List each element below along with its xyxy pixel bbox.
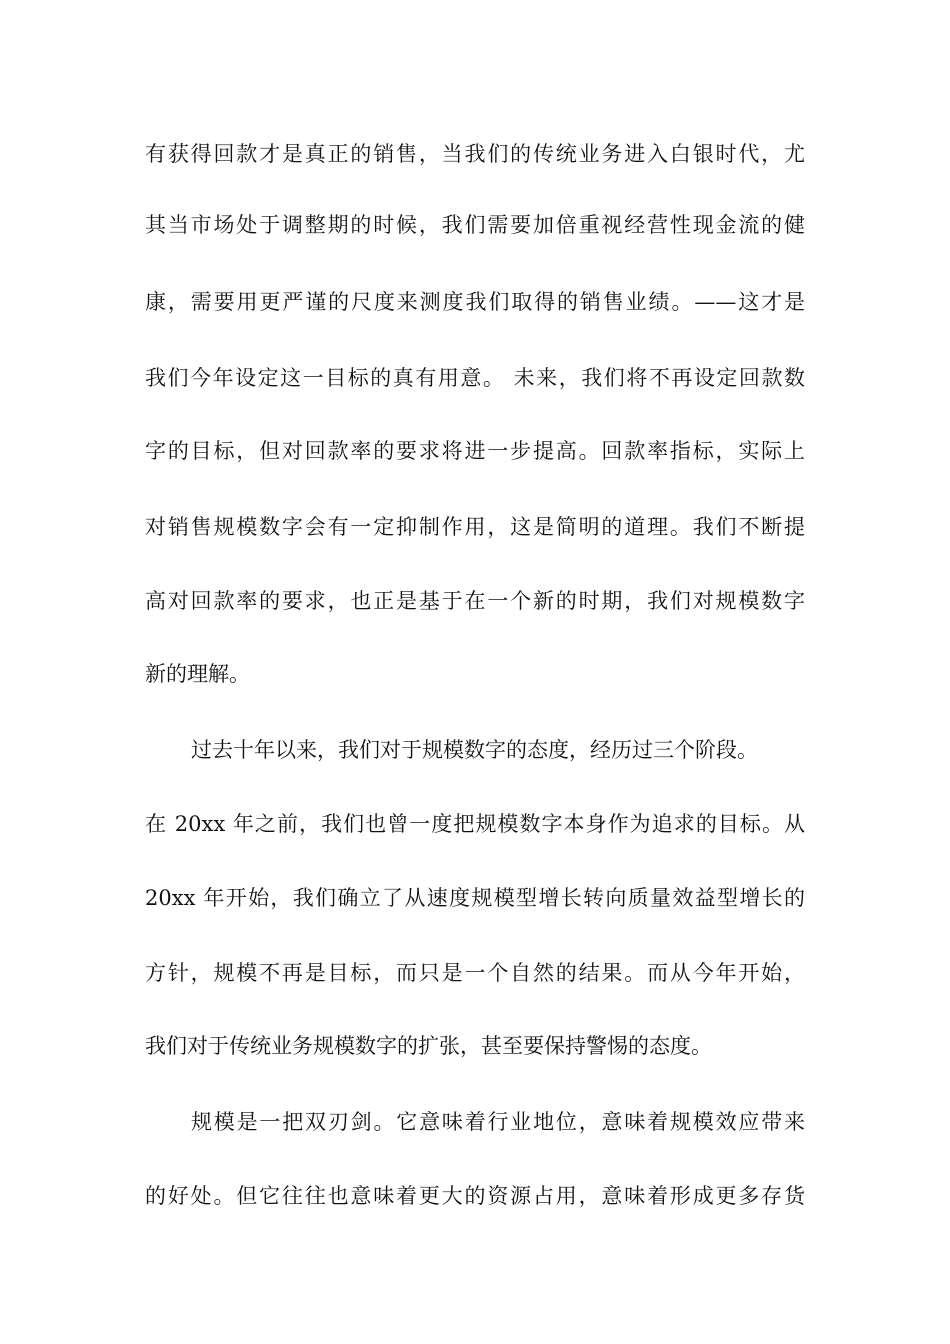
- text-line: 的好处。但它往往也意味着更大的资源占用，意味着形成更多存货: [145, 1184, 805, 1208]
- text-line: 20xx 年开始，我们确立了从速度规模型增长转向质量效益型增长的: [145, 886, 805, 910]
- text-line: 我们对于传统业务规模数字的扩张，甚至要保持警惕的态度。: [145, 1034, 712, 1058]
- text-line: 高对回款率的要求，也正是基于在一个新的时期，我们对规模数字: [145, 589, 805, 613]
- text-line: 方针，规模不再是目标，而只是一个自然的结果。而从今年开始，: [145, 961, 805, 985]
- text-line: 我们今年设定这一目标的真有用意。 未来，我们将不再设定回款数: [145, 366, 805, 390]
- text-line: 在 20xx 年之前，我们也曾一度把规模数字本身作为追求的目标。从: [145, 812, 805, 836]
- text-line: 对销售规模数字会有一定抑制作用，这是简明的道理。我们不断提: [145, 515, 805, 539]
- paragraph-first-line: 过去十年以来，我们对于规模数字的态度，经历过三个阶段。: [191, 738, 758, 762]
- text-line: 字的目标，但对回款率的要求将进一步提高。回款率指标，实际上: [145, 439, 805, 463]
- text-line: 新的理解。: [145, 662, 250, 686]
- text-line: 其当市场处于调整期的时候，我们需要加倍重视经营性现金流的健: [145, 213, 805, 237]
- text-line: 康，需要用更严谨的尺度来测度我们取得的销售业绩。——这才是: [145, 290, 805, 314]
- text-line: 有获得回款才是真正的销售，当我们的传统业务进入白银时代，尤: [145, 142, 805, 166]
- paragraph-first-line: 规模是一把双刃剑。它意味着行业地位，意味着规模效应带来: [191, 1110, 805, 1134]
